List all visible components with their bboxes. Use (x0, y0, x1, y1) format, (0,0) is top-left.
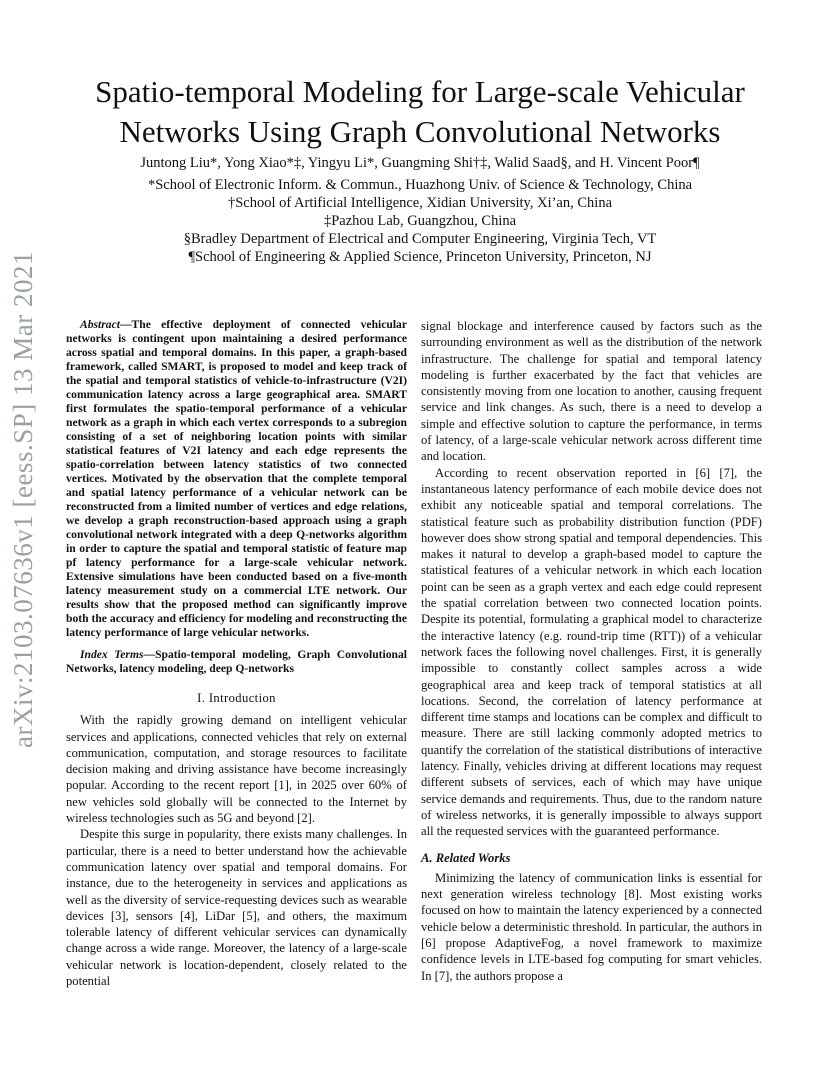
abstract (66, 318, 407, 640)
affiliation-3: ‡Pazhou Lab, Guangzhou, China (323, 213, 517, 229)
index-terms (66, 648, 407, 676)
affiliation-2: †School of Artificial Intelligence, Xidian University, Xi’an, China (227, 195, 613, 211)
paper-title: Spatio-temporal Modeling for Large-scale Vehicular Networks Using Graph Convolutional Networks (95, 74, 745, 149)
right-paragraph-1: signal blockage and interference caused by factors such as the surrounding environment as well as the distribution of the network infrastructure. The challenge for spatial and temporal latency modeling is further exacerbated by the fact that vehicles are consistently moving from one location to another, causing frequent service and link changes. As such, there is a need to develop a simple and effective solution to capture the performance, in terms of latency, of a large-scale vehicular network across different time and location. (421, 319, 762, 464)
affiliation-1: *School of Electronic Inform. & Commun., Huazhong Univ. of Science & Technology, China (147, 177, 693, 193)
abstract-text: —The effective deployment of connected vehicular networks is contingent upon maintaining a desired performance across spatial and temporal domains. In this paper, a graph-based framework, called SMART, is proposed to model and keep track of the spatial and temporal statistics of vehicle-to-infrastructure (V2I) communication latency across a large geographical area. SMART first formulates the spatio-temporal performance of a vehicular network as a graph in which each vertex corresponds to a subregion consisting of a set of neighboring location points with similar statistical features of V2I latency and each edge represents the spatio-correlation between latency statistics of two connected vertices. Motivated by the observation that the complete temporal and spatial latency performance of a vehicular network can be reconstructed from a limited number of vertices and edge relations, we develop a graph reconstruction-based approach using a graph convolutional network integrated with a deep Q-networks algorithm in order to capture the spatial and temporal statistic of feature map pf latency performance for a large-scale vehicular network. Extensive simulations have been conducted based on a five-month latency measurement study on a commercial LTE network. Our results show that the proposed method can significantly improve both the accuracy and efficiency for modeling and reconstructing the latency performance of large vehicular networks. (66, 318, 407, 639)
arxiv-identifier: arXiv:2103.07636v1 [eess.SP] 13 Mar 2021 (8, 251, 38, 748)
right-paragraph-3: Minimizing the latency of communication links is essential for next generation wireless technology [8]. Most existing works focused on how to maintain the latency experienced by a connected vehicle below a deterministic threshold. In particular, the authors in [6] propose AdaptiveFog, a novel framework to maximize confidence levels in LTE-based fog computing for smart vehicles. In [7], the authors propose a (421, 870, 762, 983)
subsection-heading-related-works: A. Related Works (421, 850, 511, 865)
affiliation-4: §Bradley Department of Electrical and Computer Engineering, Virginia Tech, VT (183, 231, 657, 247)
index-terms-label: Index Terms (80, 648, 144, 661)
affiliation-5: ¶School of Engineering & Applied Science, Princeton University, Princeton, NJ (188, 249, 652, 265)
abstract-label: Abstract (80, 318, 120, 331)
left-column (66, 318, 407, 989)
intro-paragraph-1: With the rapidly growing demand on intelligent vehicular services and applications, connected vehicles that rely on external communication, computation, and storage resources to facilitate decision making and driving assistance have become increasingly popular. According to the recent report [1], in 2025 over 60% of new vehicles sold globally will be connected to the Internet by wireless technologies such as 5G and beyond [2]. (66, 713, 407, 826)
right-column (421, 318, 762, 984)
section-heading-introduction: I. Introduction (197, 691, 276, 705)
intro-paragraph-2: Despite this surge in popularity, there exists many challenges. In particular, there is a need to better understand how the achievable communication latency over spatial and temporal domains. For instance, due to the heterogeneity in services and applications as well as the diversity of service-requesting devices such as wearable devices [3], sensors [4], LiDar [5], and others, the maximum tolerable latency of different vehicular services can dynamically change across a wide range. Moreover, the latency of a large-scale vehicular network is location-dependent, closely related to the potential (66, 827, 407, 989)
right-paragraph-2: According to recent observation reported in [6] [7], the instantaneous latency performance of each mobile device does not exhibit any noticeable spatial and temporal correlations. The statistical feature such as probability distribution function (PDF) however does show strong spatial and temporal dependencies. This makes it natural to develop a graph-based model to capture the statistical features of a vehicular network in which each location point can be seen as a graph vertex and each edge could represent the spatial correlation between two connected location points. Despite its potential, formulating a graphical model to characterize the interactive latency (e.g. round-trip time (RTT)) of a vehicular network faces the following novel challenges. First, it is generally impossible to constantly collect samples across a wide geographical area and keep track of temporal statistics at all locations. Second, the correlation of latency performance at different time stamps and locations can be complex and difficult to measure. There are still lacking commonly adopted metrics to quantify the correlation of the statistical distributions of interactive latency. Finally, vehicles driving at different locations may request different subsets of services, each of which may have unique service demands and requirements. Thus, due to the random nature of wireless networks, it is generally impossible to always support all the requested services with the guaranteed performance. (421, 465, 762, 839)
author-list: Juntong Liu*, Yong Xiao*‡, Yingyu Li*, Guangming Shi†‡, Walid Saad§, and H. Vincent Poor¶ (140, 155, 700, 171)
index-terms-text: —Spatio-temporal modeling, Graph Convolutional Networks, latency modeling, deep Q-networks (66, 648, 407, 675)
